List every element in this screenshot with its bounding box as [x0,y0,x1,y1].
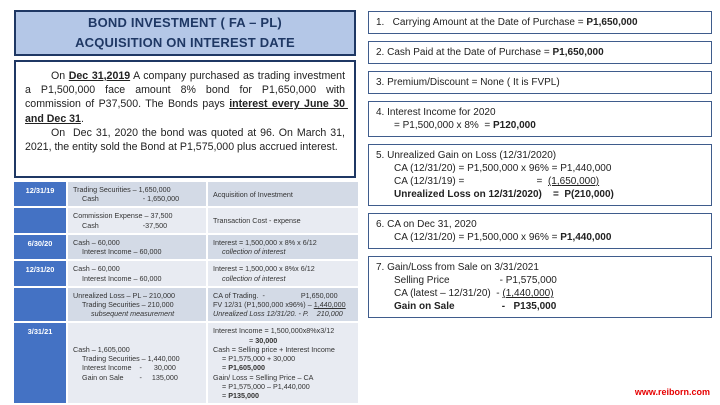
journal-date-cell: 12/31/19 [14,182,66,206]
solution-box-interest-income-2020 [368,101,712,137]
text-line: 2. Cash Paid at the Date of Purchase = P1,650,000 [376,47,604,58]
journal-note-cell [208,288,358,322]
text-line: Unrealized Loss on 12/31/2020) = P(210,000) [394,189,614,200]
title-line-1: BOND INVESTMENT ( FA – PL) [88,14,282,30]
solution-box-ca-dec-31-2020 [368,213,712,249]
text-line: Selling Price - P1,575,000 [394,275,557,286]
text-line: Interest Income = 1,500,000x8%x3/12 [213,326,335,336]
journal-entries-table [14,182,358,403]
text-line: CA (12/31/19) = = (1,650,000) [394,176,600,187]
text-line: = P1,605,000 [222,363,265,373]
text-line: Cash -37,500 [82,220,168,230]
text-line: 4. Interest Income for 2020 [376,107,496,118]
text-line: Cash – 60,000 [73,264,120,274]
journal-entry-cell [68,208,206,232]
text-line: Gain on Sale - P135,000 [394,301,557,312]
text-line: Interest = 1,500,000 x 8%x 6/12 [213,264,315,274]
text-line: Unrealized Loss 12/31/20. - P. 210,000 [213,309,343,319]
journal-note-cell [208,182,358,206]
text-line: CA of Trading. - P1,650,000 [213,290,338,300]
text-line: Acquisition of Investment [213,189,293,199]
problem-paragraph: On Dec 31, 2020 the bond was quoted at 96. On March 31, 2021, the entity sold the Bond at P1,575,000 plus accrued interest. [25,126,348,153]
text-line: Cash – 60,000 [73,237,120,247]
journal-entry-cell [68,182,206,206]
text-line: = P1,575,000 + 30,000 [222,354,296,364]
journal-entry-cell [68,288,206,322]
journal-date-cell: 12/31/20 [14,261,66,285]
text-line: = P1,575,000 – P1,440,000 [222,381,310,391]
text-line: CA (12/31/20) = P1,500,000 x 96% = P1,440,000 [394,232,612,243]
text-line: Interest Income – 60,000 [82,247,162,257]
journal-date-cell: 6/30/20 [14,235,66,259]
text-line: subsequent measurement [91,309,175,319]
solution-box-carrying-amount [368,11,712,34]
text-line: 5. Unrealized Gain on Loss (12/31/2020) [376,150,557,161]
text-line: Cash = Selling price + Interest Income [213,344,335,354]
title-line-2: ACQUISITION ON INTEREST DATE [75,35,295,50]
text-line: Interest Income – 60,000 [82,273,162,283]
solution-box-unrealized-gain-loss [368,144,712,206]
text-line: 7. Gain/Loss from Sale on 3/31/2021 [376,262,539,273]
text-line: Trading Securities – 1,650,000 [73,185,171,194]
problem-paragraph: On Dec 31,2019 A company purchased as trading investment a P1,500,000 face amount 8% bond for P1,650,000 with commission of P37,500. The Bonds pays interest every June 30 and Dec 31. [25,70,348,125]
journal-entry-cell [68,261,206,285]
text-line: Gain on Sale - 135,000 [82,372,178,382]
text-line: FV 12/31 (P1,500,000 x96%) – 1,440,000 [213,299,346,309]
journal-date-cell [14,208,66,232]
text-line: = 30,000 [249,335,278,345]
text-line: = P135,000 [222,390,259,400]
text-line: 1. Carrying Amount at the Date of Purchase = P1,650,000 [376,17,638,28]
text-line: Cash – 1,605,000 [73,344,130,354]
problem-statement [14,60,356,178]
title-box [14,10,356,56]
text-line: collection of interest [222,247,286,257]
text-line: collection of interest [222,273,286,283]
website-text: www.reiborn.com [634,387,710,397]
text-line: 3. Premium/Discount = None ( It is FVPL) [376,77,560,88]
text-line: Cash - 1,650,000 [82,194,180,204]
text-line: Interest Income - 30,000 [82,363,176,373]
journal-note-cell [208,261,358,285]
text-line: Commission Expense – 37,500 [73,211,173,221]
text-line: Gain/ Loss = Selling Price – CA [213,372,314,382]
journal-note-cell [208,235,358,259]
text-line: Unrealized Loss – PL – 210,000 [73,290,176,300]
text-line: Trading Securities – 210,000 [82,299,174,309]
journal-entry-cell [68,235,206,259]
solution-box-gain-loss-from-sale [368,256,712,318]
solutions-panel [368,11,712,318]
text-line: Interest = 1,500,000 x 8% x 6/12 [213,237,317,247]
journal-note-cell [208,323,358,403]
text-line: 6. CA on Dec 31, 2020 [376,219,477,230]
journal-note-cell [208,208,358,232]
journal-entry-cell [68,323,206,403]
text-line: Transaction Cost - expense [213,216,301,226]
journal-date-cell: 3/31/21 [14,323,66,403]
solution-box-premium-discount [368,71,712,94]
text-line: = P1,500,000 x 8% = P120,000 [394,120,536,131]
text-line: Trading Securities – 1,440,000 [82,354,180,364]
solution-box-cash-paid [368,41,712,64]
journal-date-cell [14,288,66,322]
text-line: CA (12/31/20) = P1,500,000 x 96% = P1,440,000 [394,163,612,174]
text-line: CA (latest – 12/31/20) - (1,440,000) [394,288,554,299]
